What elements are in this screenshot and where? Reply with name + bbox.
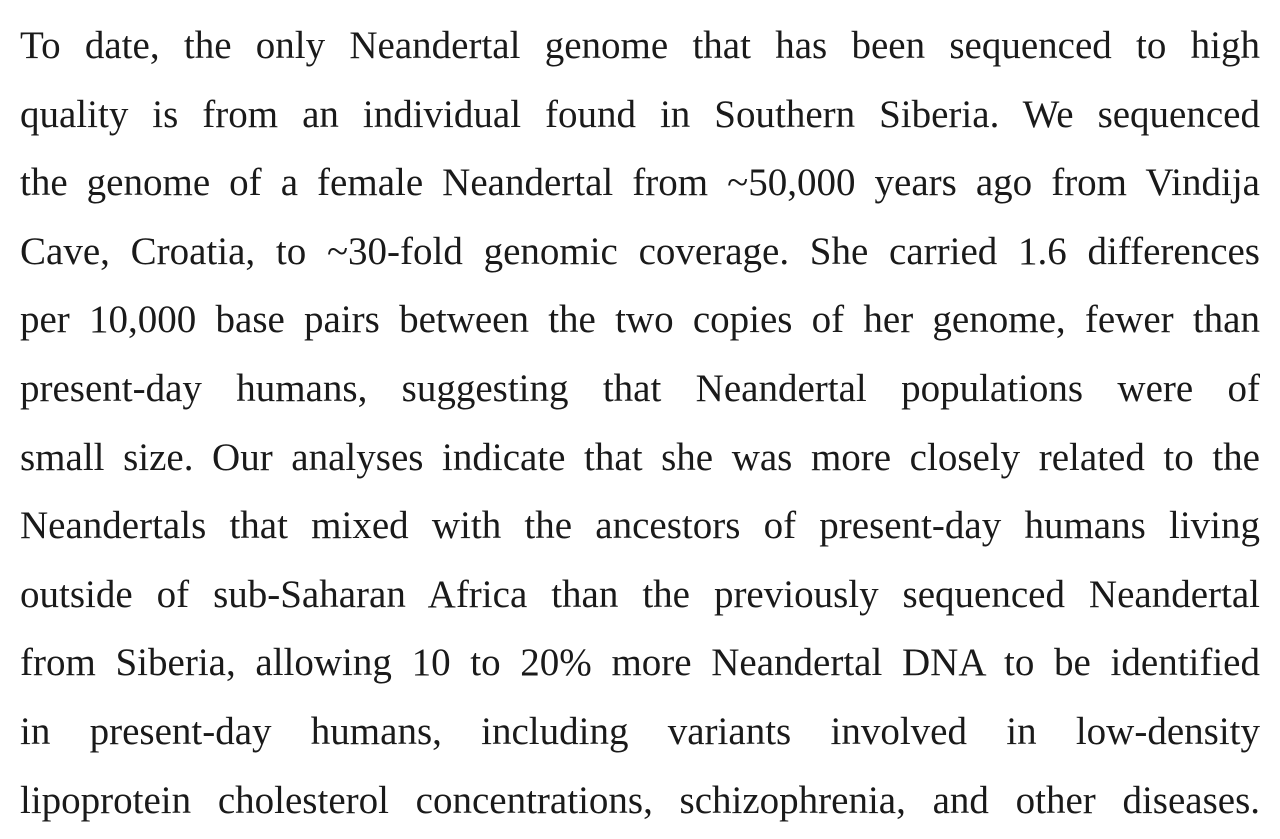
text-line: To date, the only Neandertal genome that has been sequenced to high — [20, 24, 1260, 67]
text-line: Neandertals that mixed with the ancestors of present-day humans living — [20, 504, 1260, 548]
text-line: the genome of a female Neandertal from ~50,000 years ago from Vindija — [20, 161, 1260, 205]
text-line: lipoprotein cholesterol concentrations, schizophrenia, and other diseases. — [20, 778, 1260, 822]
text-line: per 10,000 base pairs between the two copies of her genome, fewer than — [20, 298, 1260, 342]
text-line: quality is from an individual found in Southern Siberia. We sequenced — [20, 92, 1260, 136]
text-line: outside of sub-Saharan Africa than the previously sequenced Neandertal — [20, 572, 1260, 616]
text-line: in present-day humans, including variants involved in low-density — [20, 709, 1260, 753]
text-line: small size. Our analyses indicate that she was more closely related to the — [20, 435, 1260, 479]
abstract-paragraph — [20, 12, 1260, 835]
text-line: present-day humans, suggesting that Neandertal populations were of — [20, 366, 1260, 410]
text-line: from Siberia, allowing 10 to 20% more Neandertal DNA to be identified — [20, 641, 1260, 685]
text-line: Cave, Croatia, to ~30-fold genomic coverage. She carried 1.6 differences — [20, 229, 1260, 273]
